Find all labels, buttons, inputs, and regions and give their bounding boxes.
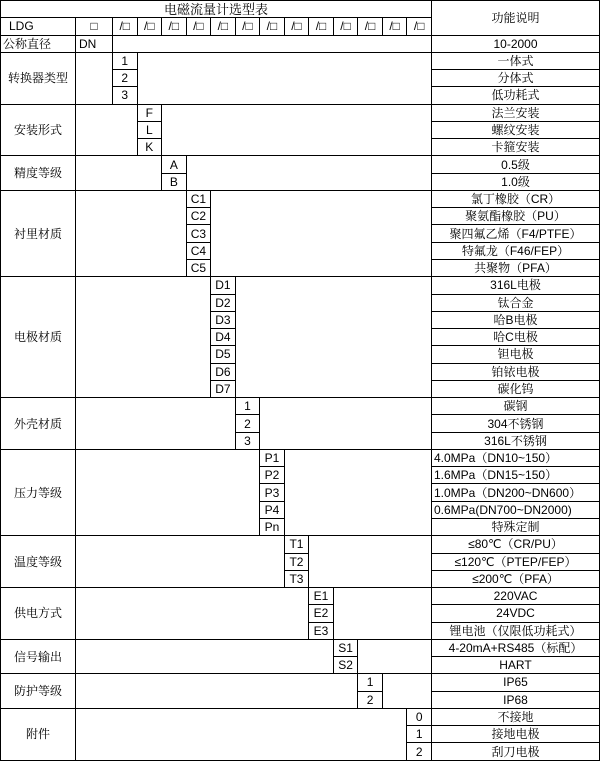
option-code-cell: 1: [113, 52, 138, 69]
spacer-cell: [211, 190, 432, 276]
option-desc-cell: 螺纹安装: [432, 121, 600, 138]
category-label: 附件: [1, 708, 76, 760]
option-code-cell: S1: [333, 639, 358, 656]
model-slot: /□: [358, 18, 383, 35]
spacer-cell: [76, 190, 187, 276]
option-code-cell: C2: [186, 208, 211, 225]
option-code-cell: P1: [260, 449, 285, 466]
option-desc-cell: 1.0级: [432, 173, 600, 190]
spacer-cell: [358, 639, 432, 674]
option-code-cell: 0: [407, 708, 432, 725]
option-code-cell: D5: [211, 346, 236, 363]
option-desc-cell: 304不锈钢: [432, 415, 600, 432]
option-code-cell: 1: [235, 398, 260, 415]
option-code-cell: D3: [211, 311, 236, 328]
spacer-cell: [76, 588, 309, 640]
spacer-cell: [235, 277, 431, 398]
option-desc-cell: 共聚物（PFA）: [432, 259, 600, 276]
category-label-diameter: 公称直径: [1, 35, 76, 52]
model-slot: /□: [333, 18, 358, 35]
option-desc-cell: 4.0MPa（DN10~150）: [432, 449, 600, 466]
category-label: 衬里材质: [1, 190, 76, 276]
spacer-cell: [76, 639, 334, 674]
option-code-cell: A: [162, 156, 187, 173]
option-desc-cell: 碳钢: [432, 398, 600, 415]
option-desc-cell: 316L电极: [432, 277, 600, 294]
option-code-cell: 2: [407, 743, 432, 760]
option-desc-cell: 10-2000: [432, 35, 600, 52]
model-slot: /□: [113, 18, 138, 35]
spacer-cell: [76, 104, 138, 156]
model-slot: /□: [186, 18, 211, 35]
category-label: 压力等级: [1, 449, 76, 535]
option-code-cell: P2: [260, 467, 285, 484]
category-label: 转换器类型: [1, 52, 76, 104]
spacer-cell: [113, 35, 432, 52]
option-desc-cell: 接地电极: [432, 726, 600, 743]
option-code-cell: P3: [260, 484, 285, 501]
spacer-cell: [333, 588, 431, 640]
category-label: 精度等级: [1, 156, 76, 191]
option-desc-cell: ≤200℃（PFA）: [432, 570, 600, 587]
option-code-cell: P4: [260, 501, 285, 518]
option-desc-cell: ≤120℃（PTEP/FEP）: [432, 553, 600, 570]
model-slot: /□: [407, 18, 432, 35]
option-desc-cell: 不接地: [432, 708, 600, 725]
option-code-cell: C3: [186, 225, 211, 242]
model-slot: /□: [284, 18, 309, 35]
option-code-cell: E2: [309, 605, 334, 622]
option-code-cell: B: [162, 173, 187, 190]
spacer-cell: [76, 277, 211, 398]
model-slot: /□: [235, 18, 260, 35]
option-code-cell: 3: [235, 432, 260, 449]
option-code-cell: 3: [113, 87, 138, 104]
option-code-cell: K: [137, 139, 162, 156]
option-code-cell: S2: [333, 657, 358, 674]
option-code-cell: D7: [211, 380, 236, 397]
spacer-cell: [76, 536, 285, 588]
model-slot: /□: [211, 18, 236, 35]
option-code-cell: C5: [186, 259, 211, 276]
spacer-cell: [76, 708, 407, 760]
category-label: 电极材质: [1, 277, 76, 398]
option-desc-cell: 1.6MPa（DN15~150）: [432, 467, 600, 484]
option-code-cell: 2: [113, 70, 138, 87]
spacer-cell: [76, 52, 113, 104]
table-title: 电磁流量计选型表: [1, 1, 432, 18]
category-label: 信号输出: [1, 639, 76, 674]
option-desc-cell: 铂铱电极: [432, 363, 600, 380]
option-desc-cell: 特氟龙（F46/FEP）: [432, 242, 600, 259]
category-label: 温度等级: [1, 536, 76, 588]
model-prefix: LDG: [1, 18, 76, 35]
option-desc-cell: 316L不锈钢: [432, 432, 600, 449]
option-desc-cell: 碳化钨: [432, 380, 600, 397]
option-code-cell: D4: [211, 329, 236, 346]
model-slot: /□: [162, 18, 187, 35]
option-code-cell: D2: [211, 294, 236, 311]
model-slot: /□: [309, 18, 334, 35]
spacer-cell: [284, 449, 431, 535]
option-code-cell: T1: [284, 536, 309, 553]
model-slot: /□: [260, 18, 285, 35]
option-code-cell: D1: [211, 277, 236, 294]
option-desc-cell: 刮刀电极: [432, 743, 600, 760]
option-desc-cell: 聚氨酯橡胶（PU）: [432, 208, 600, 225]
option-code-cell: L: [137, 121, 162, 138]
option-desc-cell: 法兰安装: [432, 104, 600, 121]
spacer-cell: [76, 156, 162, 191]
option-desc-cell: 220VAC: [432, 588, 600, 605]
category-label: 防护等级: [1, 674, 76, 709]
spacer-cell: [260, 398, 432, 450]
option-code-cell: E3: [309, 622, 334, 639]
option-desc-cell: 锂电池（仅限低功耗式）: [432, 622, 600, 639]
option-desc-cell: 一体式: [432, 52, 600, 69]
option-desc-cell: HART: [432, 657, 600, 674]
option-code-cell: 2: [235, 415, 260, 432]
option-code-cell: Pn: [260, 518, 285, 535]
spacer-cell: [137, 52, 431, 104]
category-label: 外壳材质: [1, 398, 76, 450]
option-code-cell: E1: [309, 588, 334, 605]
option-code-cell: C4: [186, 242, 211, 259]
option-desc-cell: 1.0MPa（DN200~DN600）: [432, 484, 600, 501]
spacer-cell: [76, 398, 236, 450]
option-code-cell: C1: [186, 190, 211, 207]
option-desc-cell: 0.5级: [432, 156, 600, 173]
option-code-cell: F: [137, 104, 162, 121]
option-desc-cell: 钛合金: [432, 294, 600, 311]
option-desc-cell: 氯丁橡胶（CR）: [432, 190, 600, 207]
spacer-cell: [162, 104, 432, 156]
option-desc-cell: 24VDC: [432, 605, 600, 622]
option-desc-cell: 4-20mA+RS485（标配）: [432, 639, 600, 656]
spacer-cell: [309, 536, 432, 588]
option-desc-cell: 哈B电极: [432, 311, 600, 328]
model-slot: /□: [382, 18, 407, 35]
model-slot: /□: [137, 18, 162, 35]
option-desc-cell: 特殊定制: [432, 518, 600, 535]
option-code-cell: 1: [407, 726, 432, 743]
function-column-header: 功能说明: [432, 1, 600, 36]
spacer-cell: [76, 674, 358, 709]
option-desc-cell: IP68: [432, 691, 600, 708]
option-desc-cell: IP65: [432, 674, 600, 691]
option-desc-cell: 卡箍安装: [432, 139, 600, 156]
category-label: 安装形式: [1, 104, 76, 156]
option-desc-cell: 分体式: [432, 70, 600, 87]
category-label: 供电方式: [1, 588, 76, 640]
spacer-cell: [382, 674, 431, 709]
spacer-cell: [186, 156, 431, 191]
option-desc-cell: 哈C电极: [432, 329, 600, 346]
option-desc-cell: 低功耗式: [432, 87, 600, 104]
option-desc-cell: ≤80℃（CR/PU）: [432, 536, 600, 553]
option-code-cell: D6: [211, 363, 236, 380]
option-desc-cell: 0.6MPa(DN700~DN2000): [432, 501, 600, 518]
option-desc-cell: 聚四氟乙烯（F4/PTFE）: [432, 225, 600, 242]
option-code-cell: 1: [358, 674, 383, 691]
spacer-cell: [76, 449, 260, 535]
option-desc-cell: 钽电极: [432, 346, 600, 363]
option-code-cell: DN: [76, 35, 113, 52]
option-code-cell: T2: [284, 553, 309, 570]
option-code-cell: 2: [358, 691, 383, 708]
option-code-cell: T3: [284, 570, 309, 587]
model-base-box: □: [76, 18, 113, 35]
